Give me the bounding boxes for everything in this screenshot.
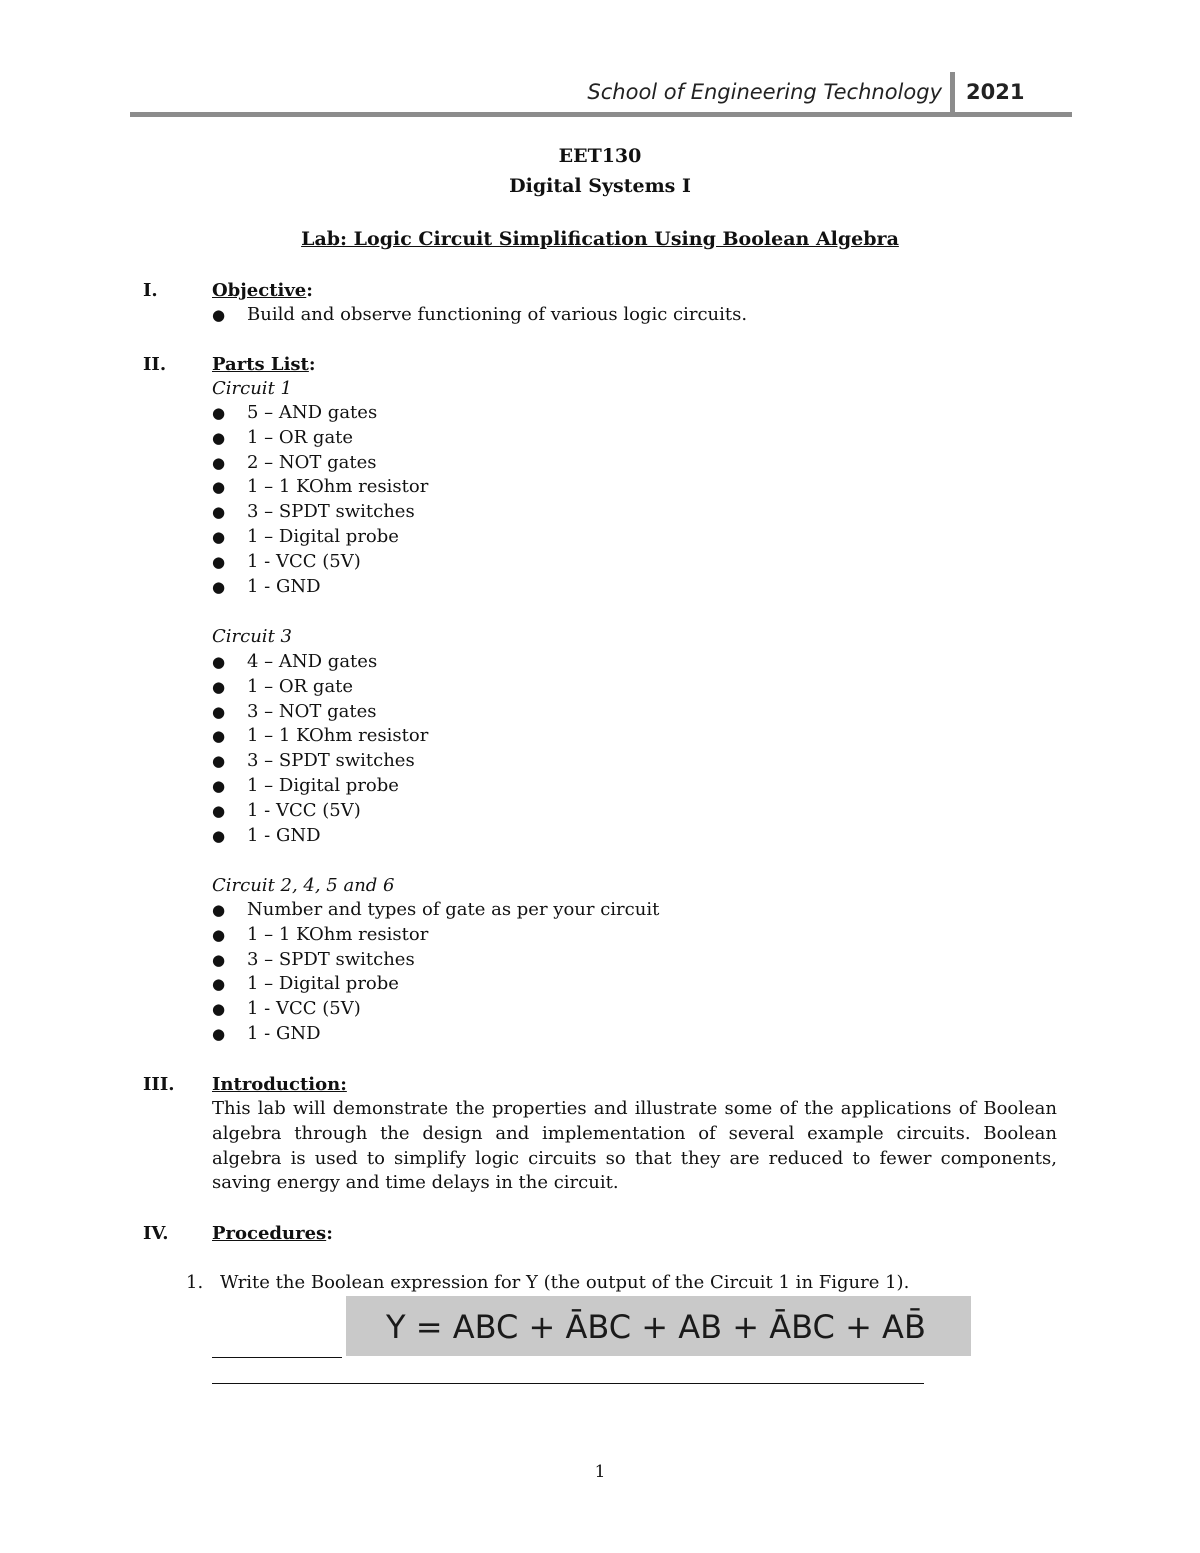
bullet-icon: ● — [212, 1000, 226, 1019]
lab-title: Lab: Logic Circuit Simplification Using Boolean Algebra — [301, 228, 899, 250]
list-item-text: 1 - VCC (5V) — [247, 550, 361, 572]
bullet-icon: ● — [212, 702, 226, 721]
answer-line — [212, 1357, 342, 1358]
list-item — [212, 650, 428, 675]
section-title: Procedures — [212, 1223, 327, 1244]
list-item — [212, 774, 428, 799]
list-item — [212, 426, 428, 451]
step-number: 1. — [186, 1272, 204, 1293]
list-item-text: 1 – 1 KOhm resistor — [247, 476, 429, 498]
handwritten-answer-image — [346, 1296, 971, 1356]
list-item-text: 3 – SPDT switches — [247, 750, 415, 772]
list-item-text: 1 – Digital probe — [247, 525, 399, 547]
list-item — [212, 550, 428, 575]
section-number: III. — [143, 1074, 175, 1095]
bullet-icon: ● — [212, 653, 226, 671]
bullet-icon: ● — [212, 306, 226, 324]
list-item-text: Build and observe functioning of various logic circuits. — [247, 304, 748, 325]
section-heading — [212, 354, 316, 375]
course-code: EET130 — [558, 145, 642, 167]
bullet-icon: ● — [212, 478, 226, 497]
list-item-text: 1 – 1 KOhm resistor — [247, 725, 429, 747]
list-item-text: 1 - VCC (5V) — [247, 799, 361, 821]
list-item-text: 3 – SPDT switches — [247, 501, 415, 523]
bullet-icon: ● — [212, 727, 226, 746]
list-item — [212, 948, 659, 973]
section-title: Introduction: — [212, 1074, 347, 1095]
list-item-text: 1 - GND — [247, 1022, 321, 1044]
list-item-text: 3 – SPDT switches — [247, 948, 415, 970]
list-item-text: 1 – OR gate — [247, 426, 354, 448]
list-item-text: 1 – Digital probe — [247, 973, 399, 995]
circuit-1-parts-list — [212, 401, 428, 599]
circuit-3-parts-list — [212, 650, 428, 848]
bullet-icon: ● — [212, 552, 226, 571]
bullet-icon: ● — [212, 677, 226, 696]
list-item-text: 3 – NOT gates — [247, 700, 377, 722]
course-subject: Digital Systems I — [509, 175, 691, 197]
list-item — [212, 724, 428, 749]
bullet-icon: ● — [212, 826, 226, 845]
bullet-icon: ● — [212, 428, 226, 447]
list-item — [212, 972, 659, 997]
list-item — [212, 451, 428, 476]
answer-line — [212, 1383, 924, 1384]
bullet-icon: ● — [212, 404, 226, 422]
section-number: IV. — [143, 1223, 169, 1244]
bullet-icon: ● — [212, 577, 226, 596]
bullet-icon: ● — [212, 752, 226, 771]
section-title: Parts List — [212, 354, 309, 375]
section-number: I. — [143, 280, 158, 301]
list-item-text: 4 – AND gates — [247, 651, 378, 672]
list-item-text: 1 – 1 KOhm resistor — [247, 923, 429, 945]
list-item-text: 5 – AND gates — [247, 402, 378, 423]
bullet-icon: ● — [212, 901, 226, 919]
section-colon: : — [306, 280, 313, 301]
section-title: Objective — [212, 280, 307, 301]
bullet-icon: ● — [212, 1024, 226, 1043]
step-instruction: Write the Boolean expression for Y (the output of the Circuit 1 in Figure 1). — [220, 1272, 910, 1293]
list-item — [212, 923, 659, 948]
section-colon: : — [308, 354, 316, 375]
handwritten-equation — [346, 1296, 971, 1356]
answer-equation-text: Y = ABC + ĀBC + AB + ĀBC + AB̄ — [386, 1308, 926, 1346]
list-item — [212, 997, 659, 1022]
bullet-icon: ● — [212, 503, 226, 522]
section-colon: : — [326, 1223, 333, 1244]
list-item-text: 1 - GND — [247, 824, 321, 846]
list-item — [212, 799, 428, 824]
header-year: 2021 — [966, 80, 1025, 104]
list-item — [212, 898, 659, 923]
list-item — [212, 475, 428, 500]
list-item — [212, 500, 428, 525]
circuit-2456-parts-list — [212, 898, 659, 1047]
list-item — [212, 700, 428, 725]
bullet-icon: ● — [212, 527, 226, 546]
bullet-icon: ● — [212, 950, 226, 969]
list-item-text: 1 - VCC (5V) — [247, 998, 361, 1020]
header-separator — [950, 72, 955, 114]
header-rule — [130, 112, 1072, 117]
list-item — [212, 824, 428, 849]
list-item — [212, 401, 428, 426]
section-heading — [212, 280, 313, 301]
list-item — [212, 575, 428, 600]
page-number: 1 — [594, 1462, 606, 1482]
circuit-1-heading: Circuit 1 — [212, 378, 292, 399]
list-item-text: 2 – NOT gates — [247, 451, 377, 473]
bullet-icon: ● — [212, 453, 226, 472]
section-heading — [212, 1223, 333, 1244]
objective-list — [212, 303, 747, 328]
introduction-paragraph: This lab will demonstrate the properties and illustrate some of the applications of Boolean algebra through the design and implementation of several example circuits. Boolean algebra is used to simplify logic circuits so that they are reduced to fewer components, saving energy and time delays in the circuit. — [212, 1098, 1057, 1194]
list-item — [212, 303, 747, 328]
list-item — [212, 1022, 659, 1047]
list-item-text: Number and types of gate as per your circuit — [247, 899, 660, 920]
bullet-icon: ● — [212, 776, 226, 795]
section-number: II. — [143, 354, 167, 375]
bullet-icon: ● — [212, 925, 226, 944]
bullet-icon: ● — [212, 975, 226, 994]
list-item-text: 1 – Digital probe — [247, 774, 399, 796]
list-item — [212, 675, 428, 700]
list-item — [212, 749, 428, 774]
circuit-2456-heading: Circuit 2, 4, 5 and 6 — [212, 875, 395, 896]
list-item — [212, 525, 428, 550]
circuit-3-heading: Circuit 3 — [212, 626, 292, 647]
list-item-text: 1 – OR gate — [247, 675, 354, 697]
list-item-text: 1 - GND — [247, 575, 321, 597]
header-school-name: School of Engineering Technology — [587, 80, 942, 104]
bullet-icon: ● — [212, 801, 226, 820]
